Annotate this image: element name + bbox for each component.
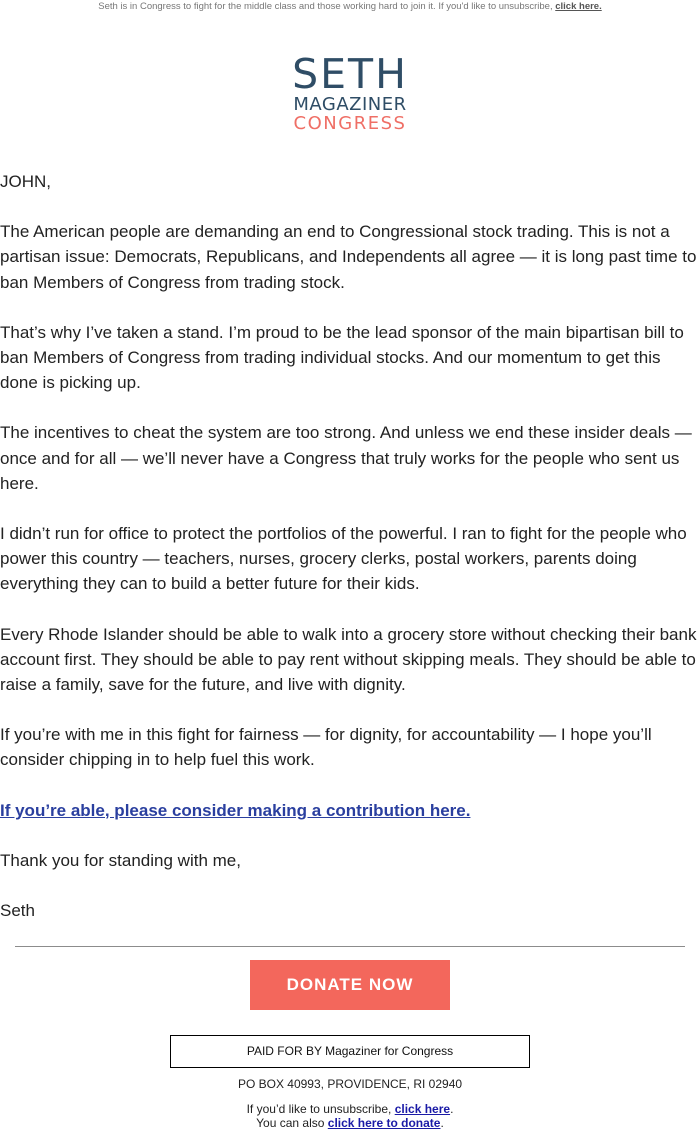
signature: Seth [0, 901, 35, 921]
paragraph: If you’re with me in this fight for fairness — for dignity, for accountability — I hope you’ll consider chipping in to help fuel this work. [0, 725, 652, 770]
paragraph: I didn’t run for office to protect the portfolios of the powerful. I ran to fight for the people who power this country — teachers, nurses, grocery clerks, postal workers, parents doing everything they can to build a better future for their kids. [0, 524, 687, 594]
logo-line-congress: CONGRESS [293, 113, 407, 134]
logo-line-magaziner: MAGAZINER [293, 94, 407, 115]
campaign-logo [0, 50, 700, 134]
paragraph: That’s why I’ve taken a stand. I’m proud to be the lead sponsor of the main bipartisan bill to ban Members of Congress from trading individual stocks. And our momentum to get this done is picking up. [0, 322, 684, 393]
paid-for-disclaimer: PAID FOR BY Magaziner for Congress [170, 1035, 530, 1068]
logo-line-seth: SETH [292, 50, 408, 98]
donate-line [0, 1116, 700, 1130]
paragraph: Every Rhode Islander should be able to walk into a grocery store without checking their bank account first. They should be able to pay rent without skipping meals. They should be able to raise a family, save for the future, and live with dignity. [0, 624, 697, 695]
contribution-link[interactable]: If you’re able, please consider making a contribution here. [0, 800, 471, 820]
preheader [0, 0, 700, 15]
donate-period: . [440, 1116, 444, 1130]
donate-now-button[interactable]: DONATE NOW [250, 960, 450, 1010]
contribution-paragraph [0, 798, 698, 823]
footer-donate-link[interactable]: click here to donate [327, 1116, 441, 1130]
unsubscribe-period: . [450, 1102, 454, 1116]
preheader-unsubscribe-link[interactable]: click here. [555, 1, 602, 12]
donate-text: You can also [256, 1116, 325, 1130]
paragraph: The incentives to cheat the system are too strong. And unless we end these insider deals — once and for all — we’ll never have a Congress that truly works for the people who sent us here. [0, 423, 692, 493]
closing: Thank you for standing with me, [0, 850, 241, 870]
unsubscribe-link[interactable]: click here [394, 1102, 451, 1116]
email-body [0, 169, 698, 948]
unsubscribe-text: If you’d like to unsubscribe, [246, 1102, 392, 1116]
unsubscribe-line [0, 1102, 700, 1116]
divider [15, 946, 685, 947]
preheader-text: Seth is in Congress to fight for the middle class and those working hard to join it. If you'd like to unsubscribe, [98, 1, 553, 12]
greeting: JOHN, [0, 172, 51, 191]
mailing-address: PO BOX 40993, PROVIDENCE, RI 02940 [237, 1077, 463, 1091]
footer-links [0, 1102, 700, 1130]
paragraph: The American people are demanding an end to Congressional stock trading. This is not a partisan issue: Democrats, Republicans, and Independents all agree — it is long past time to ban Members of Congress from trading stock. [0, 222, 697, 292]
